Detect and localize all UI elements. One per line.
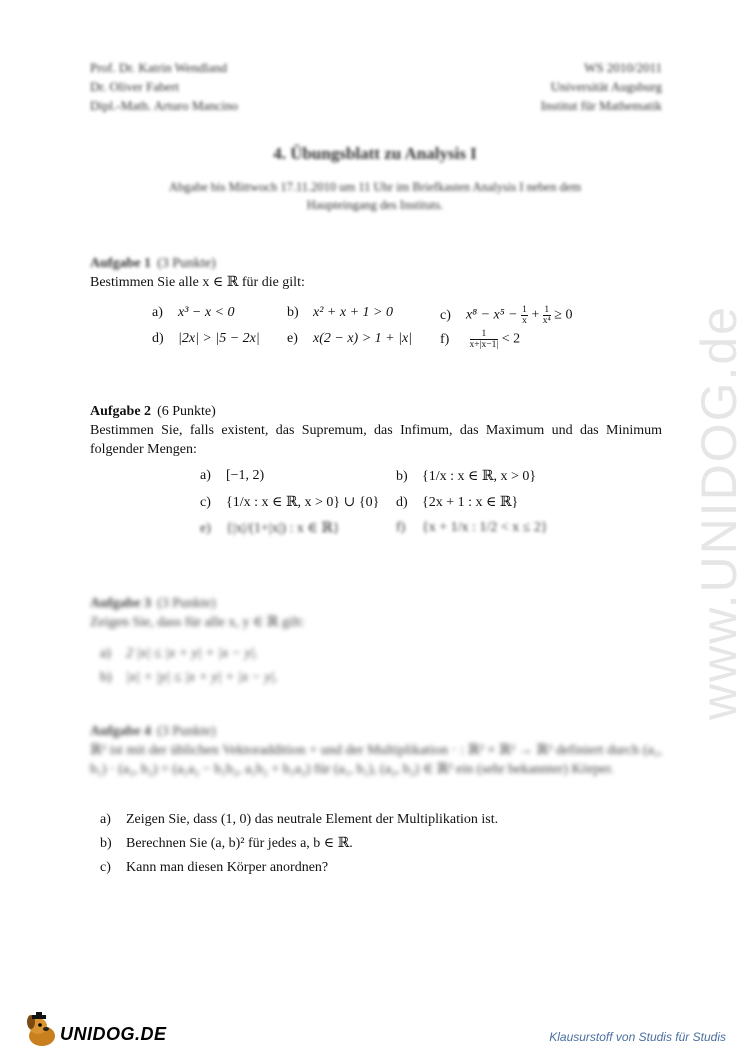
header-right <box>541 58 662 115</box>
exercise-points: (3 Punkte) <box>157 596 216 611</box>
item-2a: a) [−1, 2) <box>200 468 265 483</box>
header-left <box>90 58 238 115</box>
item-3b: b) |x| + |y| ≤ |x + y| + |x − y|. <box>100 670 279 685</box>
exercise-2-items <box>200 468 620 548</box>
exercise-3 <box>90 594 662 632</box>
item-2c: c) {1/x : x ∈ ℝ, x > 0} ∪ {0} <box>200 495 380 510</box>
exercise-3-items <box>100 642 278 690</box>
exercise-3-intro: Zeigen Sie, dass für alle x, y ∈ ℝ gilt: <box>90 615 305 630</box>
item-1b: b) x² + x + 1 > 0 <box>287 305 393 320</box>
watermark: www.UNIDOG.de <box>691 305 747 720</box>
exercise-4 <box>90 722 662 779</box>
item-1c: c) x⁸ − x⁵ − $\frac{1}{x}$ + $\frac{1}{\text{x⁴}}$ ≥ 0 <box>440 305 573 326</box>
sheet-title: 4. Übungsblatt zu Analysis I <box>273 144 477 163</box>
header-left-line: Dr. Oliver Fabert <box>90 79 180 94</box>
exercise-points: (3 Punkte) <box>157 256 216 271</box>
exercise-4-intro: ℝ² ist mit der üblichen Vektoraddition + und der Multiplikation · : ℝ² × ℝ² → ℝ² definiert durch (a₁, b₁) · (a₂, b₂) = (a₁a₂ − b₁b₂, a₁b₂ + b₁a₂) für (a₁, b₁), (a₂, b₂) ∈ ℝ² ein (sehr bekannter) Körper. <box>90 743 662 777</box>
item-2d: d) {2x + 1 : x ∈ ℝ} <box>396 495 519 510</box>
exercise-1-heading <box>90 254 216 273</box>
exercise-2-intro: Bestimmen Sie, falls existent, das Supremum, das Infimum, das Maximum und das Minimum folgender Mengen: <box>90 423 662 457</box>
header-right-line: WS 2010/2011 <box>584 60 662 75</box>
exercise-heading: Aufgabe 3 <box>90 596 152 611</box>
item-3a: a) 2 |x| ≤ |x + y| + |x − y|. <box>100 646 259 661</box>
exercise-points: (6 Punkte) <box>157 404 216 419</box>
item-1d: d) |2x| > |5 − 2x| <box>152 331 260 346</box>
item-1a: a) x³ − x < 0 <box>152 305 235 320</box>
header-right-line: Universität Augsburg <box>550 79 662 94</box>
header-right-line: Institut für Mathematik <box>540 98 662 113</box>
exercise-2 <box>90 402 662 459</box>
exercise-heading: Aufgabe 4 <box>90 724 152 739</box>
item-4c: c) Kann man diesen Körper anordnen? <box>100 860 329 875</box>
exercise-4-items <box>100 808 498 880</box>
item-4a: a) Zeigen Sie, dass (1, 0) das neutrale Element der Multiplikation ist. <box>100 812 499 827</box>
item-2b: b) {1/x : x ∈ ℝ, x > 0} <box>396 469 537 484</box>
footer-slogan: Klausurstoff von Studis für Studis <box>549 1030 726 1044</box>
sheet-subtitle: Abgabe bis Mittwoch 17.11.2010 um 11 Uhr im Briefkasten Analysis I neben dem Haupteingang des Instituts. <box>168 180 582 212</box>
item-1e: e) x(2 − x) > 1 + |x| <box>287 331 413 346</box>
exercise-points: (3 Punkte) <box>157 724 216 739</box>
exercise-heading: Aufgabe 1 <box>90 256 152 271</box>
item-4b: b) Berechnen Sie (a, b)² für jedes a, b ∈ ℝ. <box>100 836 353 851</box>
item-2e: e) {|x|/(1+|x|) : x ∈ ℝ} <box>200 521 340 536</box>
exercise-1-intro: Bestimmen Sie alle x ∈ ℝ für die gilt: <box>90 275 305 290</box>
dog-mascot-icon <box>24 1010 64 1050</box>
header-left-line: Dipl.-Math. Arturo Mancino <box>90 98 239 113</box>
exercise-1 <box>90 254 662 292</box>
item-2f: f) {x + 1/x : 1/2 < x ≤ 2} <box>396 520 548 535</box>
logo-text: UNIDOG.DE <box>60 1024 167 1044</box>
header-left-line: Prof. Dr. Katrin Wendland <box>90 60 227 75</box>
exercise-1-items <box>152 305 652 355</box>
unidog-logo <box>24 1010 167 1050</box>
exercise-heading: Aufgabe 2 <box>90 404 152 419</box>
item-1f: f) $\frac{1}{x+|x-1|}$ < 2 <box>440 329 521 350</box>
